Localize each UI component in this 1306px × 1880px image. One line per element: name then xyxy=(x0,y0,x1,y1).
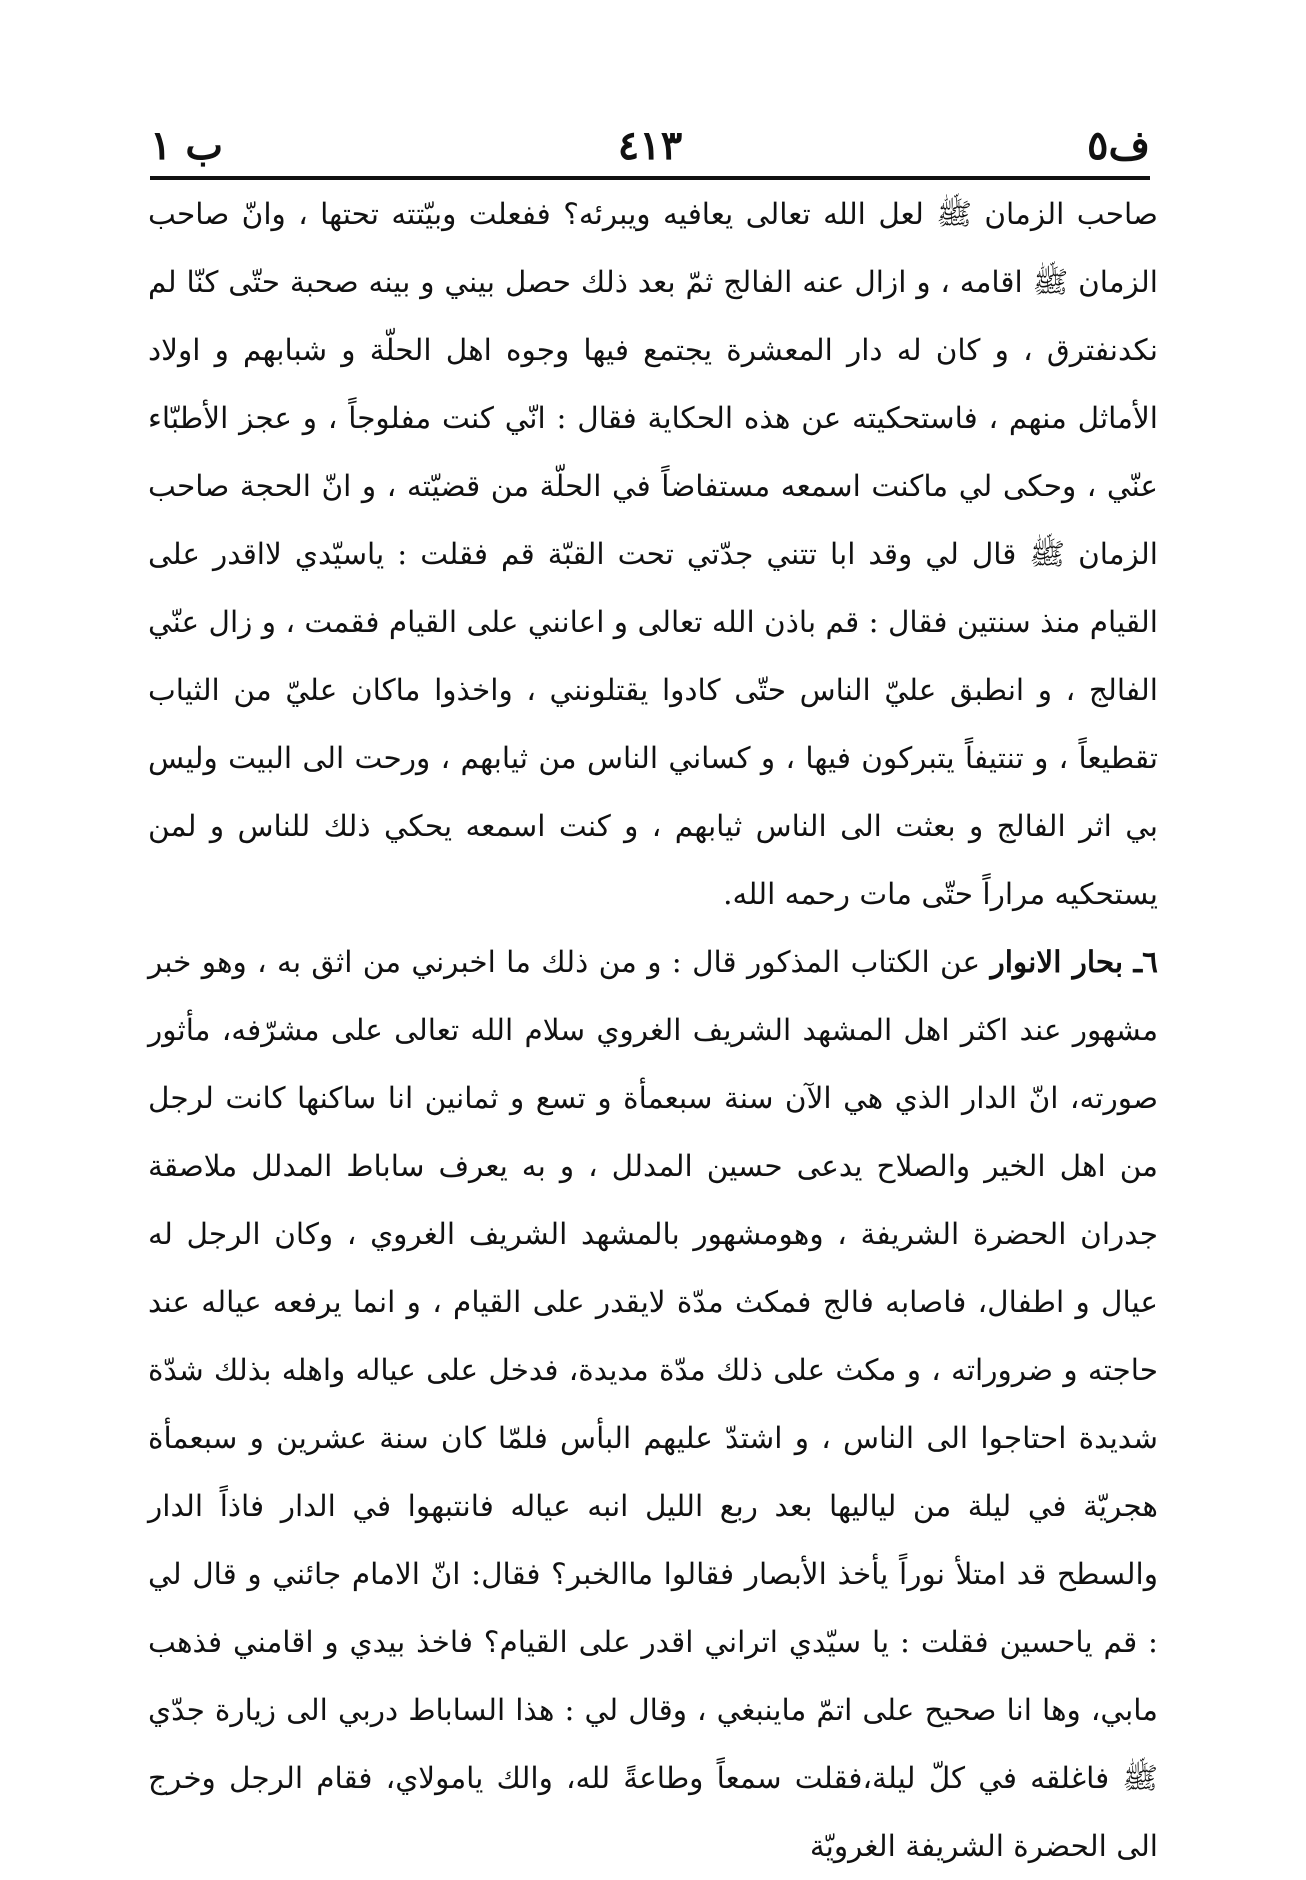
header-section-mark: ب ١ xyxy=(150,122,224,169)
page-body xyxy=(148,180,1158,1880)
narration-text: عن الكتاب المذكور قال : و من ذلك ما اخبرني من اثق به ، وهو خبر مشهور عند اكثر اهل المشهد الشريف الغروي سلام الله تعالى على مشرّفه، مأثور صورته، انّ الدار الذي هي الآن سنة سبعمأة و تسع و ثمانين انا ساكنها كانت لرجل من اهل الخير والصلاح يدعى حسين المدلل ، و به يعرف ساباط المدلل ملاصقة جدران الحضرة الشريفة ، وهومشهور بالمشهد الشريف الغروي ، وكان الرجل له عيال و اطفال، فاصابه فالج فمكث مدّة لايقدر على القيام ، و انما يرفعه عياله عند حاجته و ضروراته ، و مكث على ذلك مدّة مديدة، فدخل على عياله واهله بذلك شدّة شديدة احتاجوا الى الناس ، و اشتدّ عليهم البأس فلمّا كان سنة عشرين و سبعمأة هجريّة في ليلة من لياليها بعد ربع الليل انبه عياله فانتبهوا في الدار فاذاً الدار والسطح قد امتلأ نوراً يأخذ الأبصار فقالوا ماالخبر؟ فقال: انّ الامام جائني و قال لي : قم ياحسين فقلت : يا سيّدي اتراني اقدر على القيام؟ فاخذ بيدي و اقامني فذهب مابي، وها انا صحيح على اتمّ ماينبغي ، وقال لي : هذا الساباط دربي الى زيارة جدّي ﷺ فاغلقه في كلّ ليلة،فقلت سمعاً وطاعةً لله، والك يامولاي، فقام الرجل وخرج الى الحضرة الشريفة الغرويّة xyxy=(148,945,1158,1863)
narration-item-6 xyxy=(148,928,1158,1880)
page-number: ٤١٣ xyxy=(617,122,683,169)
paragraph-continued: صاحب الزمان ﷺ لعل الله تعالى يعافيه ويبرئه؟ ففعلت وبيّتته تحتها ، وانّ صاحب الزمان ﷺ اقامه ، و ازال عنه الفالج ثمّ بعد ذلك حصل بيني و بينه صحبة حتّى كنّا لم نكدنفترق ، و كان له دار المعشرة يجتمع فيها وجوه اهل الحلّة و شبابهم و اولاد الأماثل منهم ، فاستحكيته عن هذه الحكاية فقال : انّي كنت مفلوجاً ، و عجز الأطبّاء عنّي ، وحكى لي ماكنت اسمعه مستفاضاً في الحلّة من قضيّته ، و انّ الحجة صاحب الزمان ﷺ قال لي وقد ابا تتني جدّتي تحت القبّة قم فقلت : ياسيّدي لااقدر على القيام منذ سنتين فقال : قم باذن الله تعالى و اعانني على القيام فقمت ، و زال عنّي الفالج ، و انطبق عليّ الناس حتّى كادوا يقتلونني ، واخذوا ماكان عليّ من الثياب تقطيعاً ، و تنتيفاً يتبركون فيها ، و كساني الناس من ثيابهم ، ورحت الى البيت وليس بي اثر الفالج و بعثت الى الناس ثيابهم ، و كنت اسمعه يحكي ذلك للناس و لمن يستحكيه مراراً حتّى مات رحمه الله. xyxy=(148,197,1158,911)
source-title: بحار الانوار xyxy=(990,944,1124,979)
page-header xyxy=(150,118,1150,178)
item-number: ٦ـ xyxy=(1133,944,1159,979)
header-chapter-mark: ف٥ xyxy=(1087,122,1150,169)
